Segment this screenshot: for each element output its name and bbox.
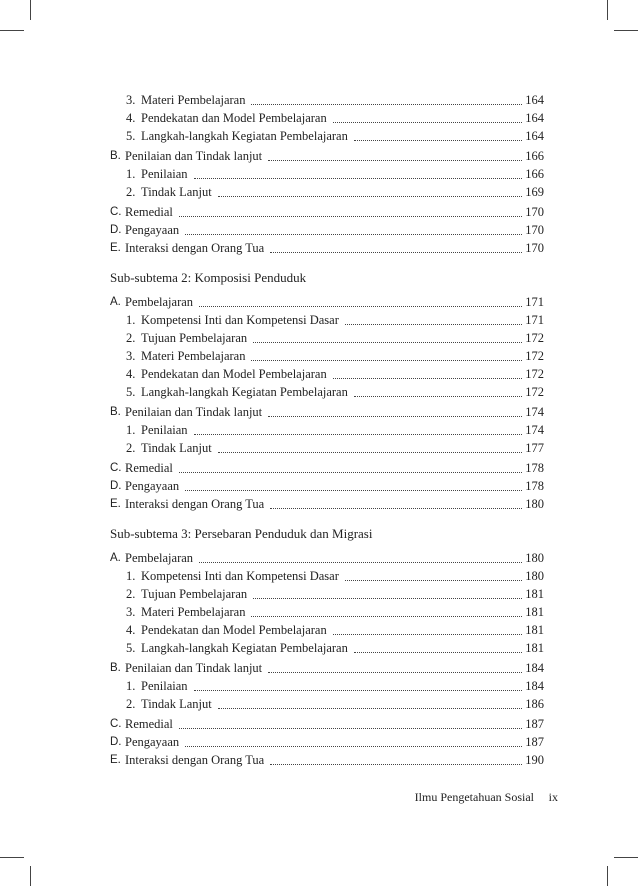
toc-entry-number: 1.: [126, 423, 136, 437]
toc-entry-title: Tindak Lanjut: [141, 441, 212, 455]
toc-entry[interactable]: [126, 676, 544, 694]
toc-entry-title: Materi Pembelajaran: [141, 605, 246, 619]
toc-entry-page: 178: [525, 461, 544, 475]
toc-entry-label: [110, 148, 262, 164]
toc-entry-title: Pendekatan dan Model Pembelajaran: [141, 623, 327, 637]
toc-entry-number: 2.: [126, 331, 136, 345]
toc-entry-page: 174: [525, 423, 544, 437]
toc-entry[interactable]: [110, 202, 544, 220]
section-heading: Sub-subtema 3: Persebaran Penduduk dan Migrasi: [110, 526, 373, 541]
toc-entry-label: [126, 640, 348, 656]
dot-leader: [194, 680, 523, 691]
toc-entry-label: [126, 128, 348, 144]
toc-entry-title: Tindak Lanjut: [141, 185, 212, 199]
toc-entry-page: 187: [525, 717, 544, 731]
toc-entry-label: [110, 660, 262, 676]
dot-leader: [270, 498, 522, 509]
toc-entry-page: 169: [525, 185, 544, 199]
dot-leader: [185, 480, 522, 491]
toc-entry-label: [126, 586, 247, 602]
toc-entry-page: 187: [525, 735, 544, 749]
toc-entry-page: 171: [525, 313, 544, 327]
dot-leader: [345, 314, 522, 325]
toc-entry-page: 180: [525, 569, 544, 583]
dot-leader: [185, 224, 522, 235]
toc-entry-label: [110, 496, 264, 512]
dot-leader: [218, 698, 523, 709]
toc-entry-label: [110, 204, 173, 220]
toc-entry-title: Remedial: [125, 205, 173, 219]
toc-entry-number: B.: [110, 150, 121, 162]
toc-entry-page: 166: [525, 167, 544, 181]
dot-leader: [268, 150, 522, 161]
toc-entry-page: 186: [525, 697, 544, 711]
toc-entry[interactable]: [110, 548, 544, 566]
toc-entry-number: 2.: [126, 185, 136, 199]
toc-entry-title: Pendekatan dan Model Pembelajaran: [141, 111, 327, 125]
toc-entry-number: E.: [110, 754, 121, 766]
toc-entry-title: Penilaian dan Tindak lanjut: [125, 661, 263, 675]
toc-entry-label: [126, 110, 327, 126]
toc-entry-page: 181: [525, 641, 544, 655]
toc-entry-number: 5.: [126, 641, 136, 655]
toc-entry-label: [126, 440, 212, 456]
toc-entry[interactable]: [110, 658, 544, 676]
toc-entry-title: Pembelajaran: [125, 551, 194, 565]
toc-entry-label: [110, 550, 193, 566]
toc-entry-page: 184: [525, 679, 544, 693]
dot-leader: [179, 718, 522, 729]
toc-entry[interactable]: [110, 476, 544, 494]
toc-entry-title: Tujuan Pembelajaran: [141, 331, 248, 345]
dot-leader: [251, 350, 522, 361]
footer-page-number: ix: [548, 790, 558, 804]
toc-entry-label: [126, 604, 245, 620]
toc-entry-label: [110, 716, 173, 732]
dot-leader: [251, 94, 522, 105]
dot-leader: [354, 386, 522, 397]
toc-entry-label: [126, 622, 327, 638]
toc-entry-page: 172: [525, 331, 544, 345]
toc-entry[interactable]: [126, 602, 544, 620]
toc-entry[interactable]: [126, 620, 544, 638]
toc-entry-label: [110, 478, 179, 494]
toc-entry-number: 1.: [126, 569, 136, 583]
toc-entry-number: C.: [110, 206, 122, 218]
toc-entry-title: Langkah-langkah Kegiatan Pembelajaran: [141, 385, 348, 399]
toc-entry-label: [126, 384, 348, 400]
toc-entry-title: Penilaian: [141, 167, 188, 181]
toc-entry-title: Tindak Lanjut: [141, 697, 212, 711]
toc-entry-number: D.: [110, 736, 122, 748]
toc-entry-page: 180: [525, 497, 544, 511]
toc-entry-page: 172: [525, 385, 544, 399]
toc-entry-label: [110, 222, 179, 238]
toc-entry-title: Pembelajaran: [125, 295, 194, 309]
toc-entry-title: Pengayaan: [125, 735, 180, 749]
dot-leader: [268, 406, 522, 417]
toc-entry-label: [126, 422, 188, 438]
toc-entry-page: 172: [525, 367, 544, 381]
toc-entry-number: 1.: [126, 679, 136, 693]
toc-entry[interactable]: [126, 638, 544, 656]
toc-entry[interactable]: [110, 732, 544, 750]
toc-entry-label: [126, 348, 245, 364]
toc-entry-title: Penilaian: [141, 679, 188, 693]
toc-entry[interactable]: [126, 346, 544, 364]
dot-leader: [333, 112, 523, 123]
toc-entry-title: Materi Pembelajaran: [141, 93, 246, 107]
dot-leader: [194, 168, 523, 179]
toc-entry-page: 164: [525, 93, 544, 107]
dot-leader: [199, 552, 522, 563]
toc-entry-number: 3.: [126, 93, 136, 107]
dot-leader: [253, 588, 522, 599]
toc-entry-title: Pengayaan: [125, 479, 180, 493]
toc-entry-number: D.: [110, 224, 122, 236]
toc-entry-page: 181: [525, 605, 544, 619]
toc-entry-label: [110, 404, 262, 420]
toc-entry-title: Materi Pembelajaran: [141, 349, 246, 363]
toc-entry-number: B.: [110, 662, 121, 674]
toc-entry-number: 4.: [126, 367, 136, 381]
toc-entry-number: 4.: [126, 623, 136, 637]
toc-entry-page: 184: [525, 661, 544, 675]
toc-entry-page: 164: [525, 129, 544, 143]
toc-entry-label: [110, 460, 173, 476]
toc-entry-title: Langkah-langkah Kegiatan Pembelajaran: [141, 129, 348, 143]
toc-entry-title: Interaksi dengan Orang Tua: [125, 753, 265, 767]
dot-leader: [179, 462, 522, 473]
dot-leader: [270, 754, 522, 765]
toc-entry-page: 170: [525, 205, 544, 219]
toc-entry-label: [110, 240, 264, 256]
toc-entry-number: 3.: [126, 605, 136, 619]
dot-leader: [253, 332, 522, 343]
toc-entry-label: [110, 752, 264, 768]
toc-entry-title: Penilaian: [141, 423, 188, 437]
toc-entry-title: Remedial: [125, 461, 173, 475]
toc-entry[interactable]: [110, 220, 544, 238]
toc-entry[interactable]: [110, 402, 544, 420]
toc-entry-number: C.: [110, 718, 122, 730]
toc-entry[interactable]: [126, 694, 544, 712]
toc-entry-page: 172: [525, 349, 544, 363]
dot-leader: [194, 424, 523, 435]
toc-entry-label: [126, 678, 188, 694]
toc-entry-number: 2.: [126, 587, 136, 601]
toc-entry-title: Penilaian dan Tindak lanjut: [125, 149, 263, 163]
toc-entry[interactable]: [126, 438, 544, 456]
toc-entry[interactable]: [126, 310, 544, 328]
toc-entry-number: A.: [110, 296, 121, 308]
toc-entry[interactable]: [126, 126, 544, 144]
dot-leader: [333, 368, 523, 379]
page-footer: [0, 790, 638, 810]
toc-entry-number: C.: [110, 462, 122, 474]
toc-entry-page: 164: [525, 111, 544, 125]
toc-entry-label: [126, 184, 212, 200]
toc-entry-page: 178: [525, 479, 544, 493]
toc-entry[interactable]: [110, 238, 544, 256]
toc-entry-page: 181: [525, 587, 544, 601]
toc-entry-label: [126, 166, 188, 182]
toc-entry-page: 180: [525, 551, 544, 565]
toc-entry-title: Penilaian dan Tindak lanjut: [125, 405, 263, 419]
toc-entry-number: 5.: [126, 129, 136, 143]
footer-book-title: Ilmu Pengetahuan Sosial: [414, 790, 534, 804]
dot-leader: [268, 662, 522, 673]
toc-entry-title: Pengayaan: [125, 223, 180, 237]
toc-entry-title: Kompetensi Inti dan Kompetensi Dasar: [141, 313, 339, 327]
dot-leader: [354, 642, 522, 653]
toc-entry-number: A.: [110, 552, 121, 564]
dot-leader: [251, 606, 522, 617]
toc-entry[interactable]: [126, 108, 544, 126]
toc-entry-number: 4.: [126, 111, 136, 125]
toc-entry-page: 190: [525, 753, 544, 767]
toc-entry-page: 170: [525, 241, 544, 255]
toc-entry-number: E.: [110, 498, 121, 510]
toc-entry-number: 5.: [126, 385, 136, 399]
dot-leader: [218, 442, 523, 453]
toc-entry-title: Remedial: [125, 717, 173, 731]
toc-entry[interactable]: [110, 146, 544, 164]
toc-entry[interactable]: [126, 364, 544, 382]
toc-entry[interactable]: [126, 584, 544, 602]
toc-entry-page: 181: [525, 623, 544, 637]
dot-leader: [185, 736, 522, 747]
toc-entry-page: 171: [525, 295, 544, 309]
toc-entry[interactable]: [110, 292, 544, 310]
toc-entry[interactable]: [126, 382, 544, 400]
toc-entry-number: E.: [110, 242, 121, 254]
toc-entry-label: [110, 734, 179, 750]
toc-entry[interactable]: [126, 328, 544, 346]
dot-leader: [354, 130, 522, 141]
toc-entry-label: [126, 568, 339, 584]
toc-entry-title: Tujuan Pembelajaran: [141, 587, 248, 601]
toc-entry-label: [110, 294, 193, 310]
dot-leader: [345, 570, 522, 581]
toc-entry[interactable]: [110, 714, 544, 732]
dot-leader: [333, 624, 523, 635]
dot-leader: [199, 296, 522, 307]
dot-leader: [179, 206, 522, 217]
toc-entry[interactable]: [126, 420, 544, 438]
toc-entry-page: 177: [525, 441, 544, 455]
dot-leader: [218, 186, 523, 197]
toc-entry-number: 1.: [126, 167, 136, 181]
toc-entry[interactable]: [126, 90, 544, 108]
toc-entry[interactable]: [110, 494, 544, 512]
toc-entry-title: Interaksi dengan Orang Tua: [125, 241, 265, 255]
toc-entry[interactable]: [110, 458, 544, 476]
toc-entry-number: 2.: [126, 441, 136, 455]
toc-entry-title: Langkah-langkah Kegiatan Pembelajaran: [141, 641, 348, 655]
toc-entry-page: 174: [525, 405, 544, 419]
toc-entry-number: 2.: [126, 697, 136, 711]
toc-entry-title: Pendekatan dan Model Pembelajaran: [141, 367, 327, 381]
toc-entry-number: D.: [110, 480, 122, 492]
toc-entry[interactable]: [126, 566, 544, 584]
toc-entry-label: [126, 312, 339, 328]
toc-entry-label: [126, 366, 327, 382]
toc-entry[interactable]: [126, 182, 544, 200]
toc-entry-label: [126, 696, 212, 712]
toc-entry[interactable]: [126, 164, 544, 182]
toc-entry-number: 1.: [126, 313, 136, 327]
toc-entry[interactable]: [110, 750, 544, 768]
section-heading: Sub-subtema 2: Komposisi Penduduk: [110, 270, 307, 285]
dot-leader: [270, 242, 522, 253]
toc-entry-title: Kompetensi Inti dan Kompetensi Dasar: [141, 569, 339, 583]
toc-entry-label: [126, 330, 247, 346]
toc-entry-number: B.: [110, 406, 121, 418]
toc-entry-page: 166: [525, 149, 544, 163]
toc-entry-title: Interaksi dengan Orang Tua: [125, 497, 265, 511]
toc-entry-page: 170: [525, 223, 544, 237]
toc-entry-label: [126, 92, 245, 108]
toc-entry-number: 3.: [126, 349, 136, 363]
